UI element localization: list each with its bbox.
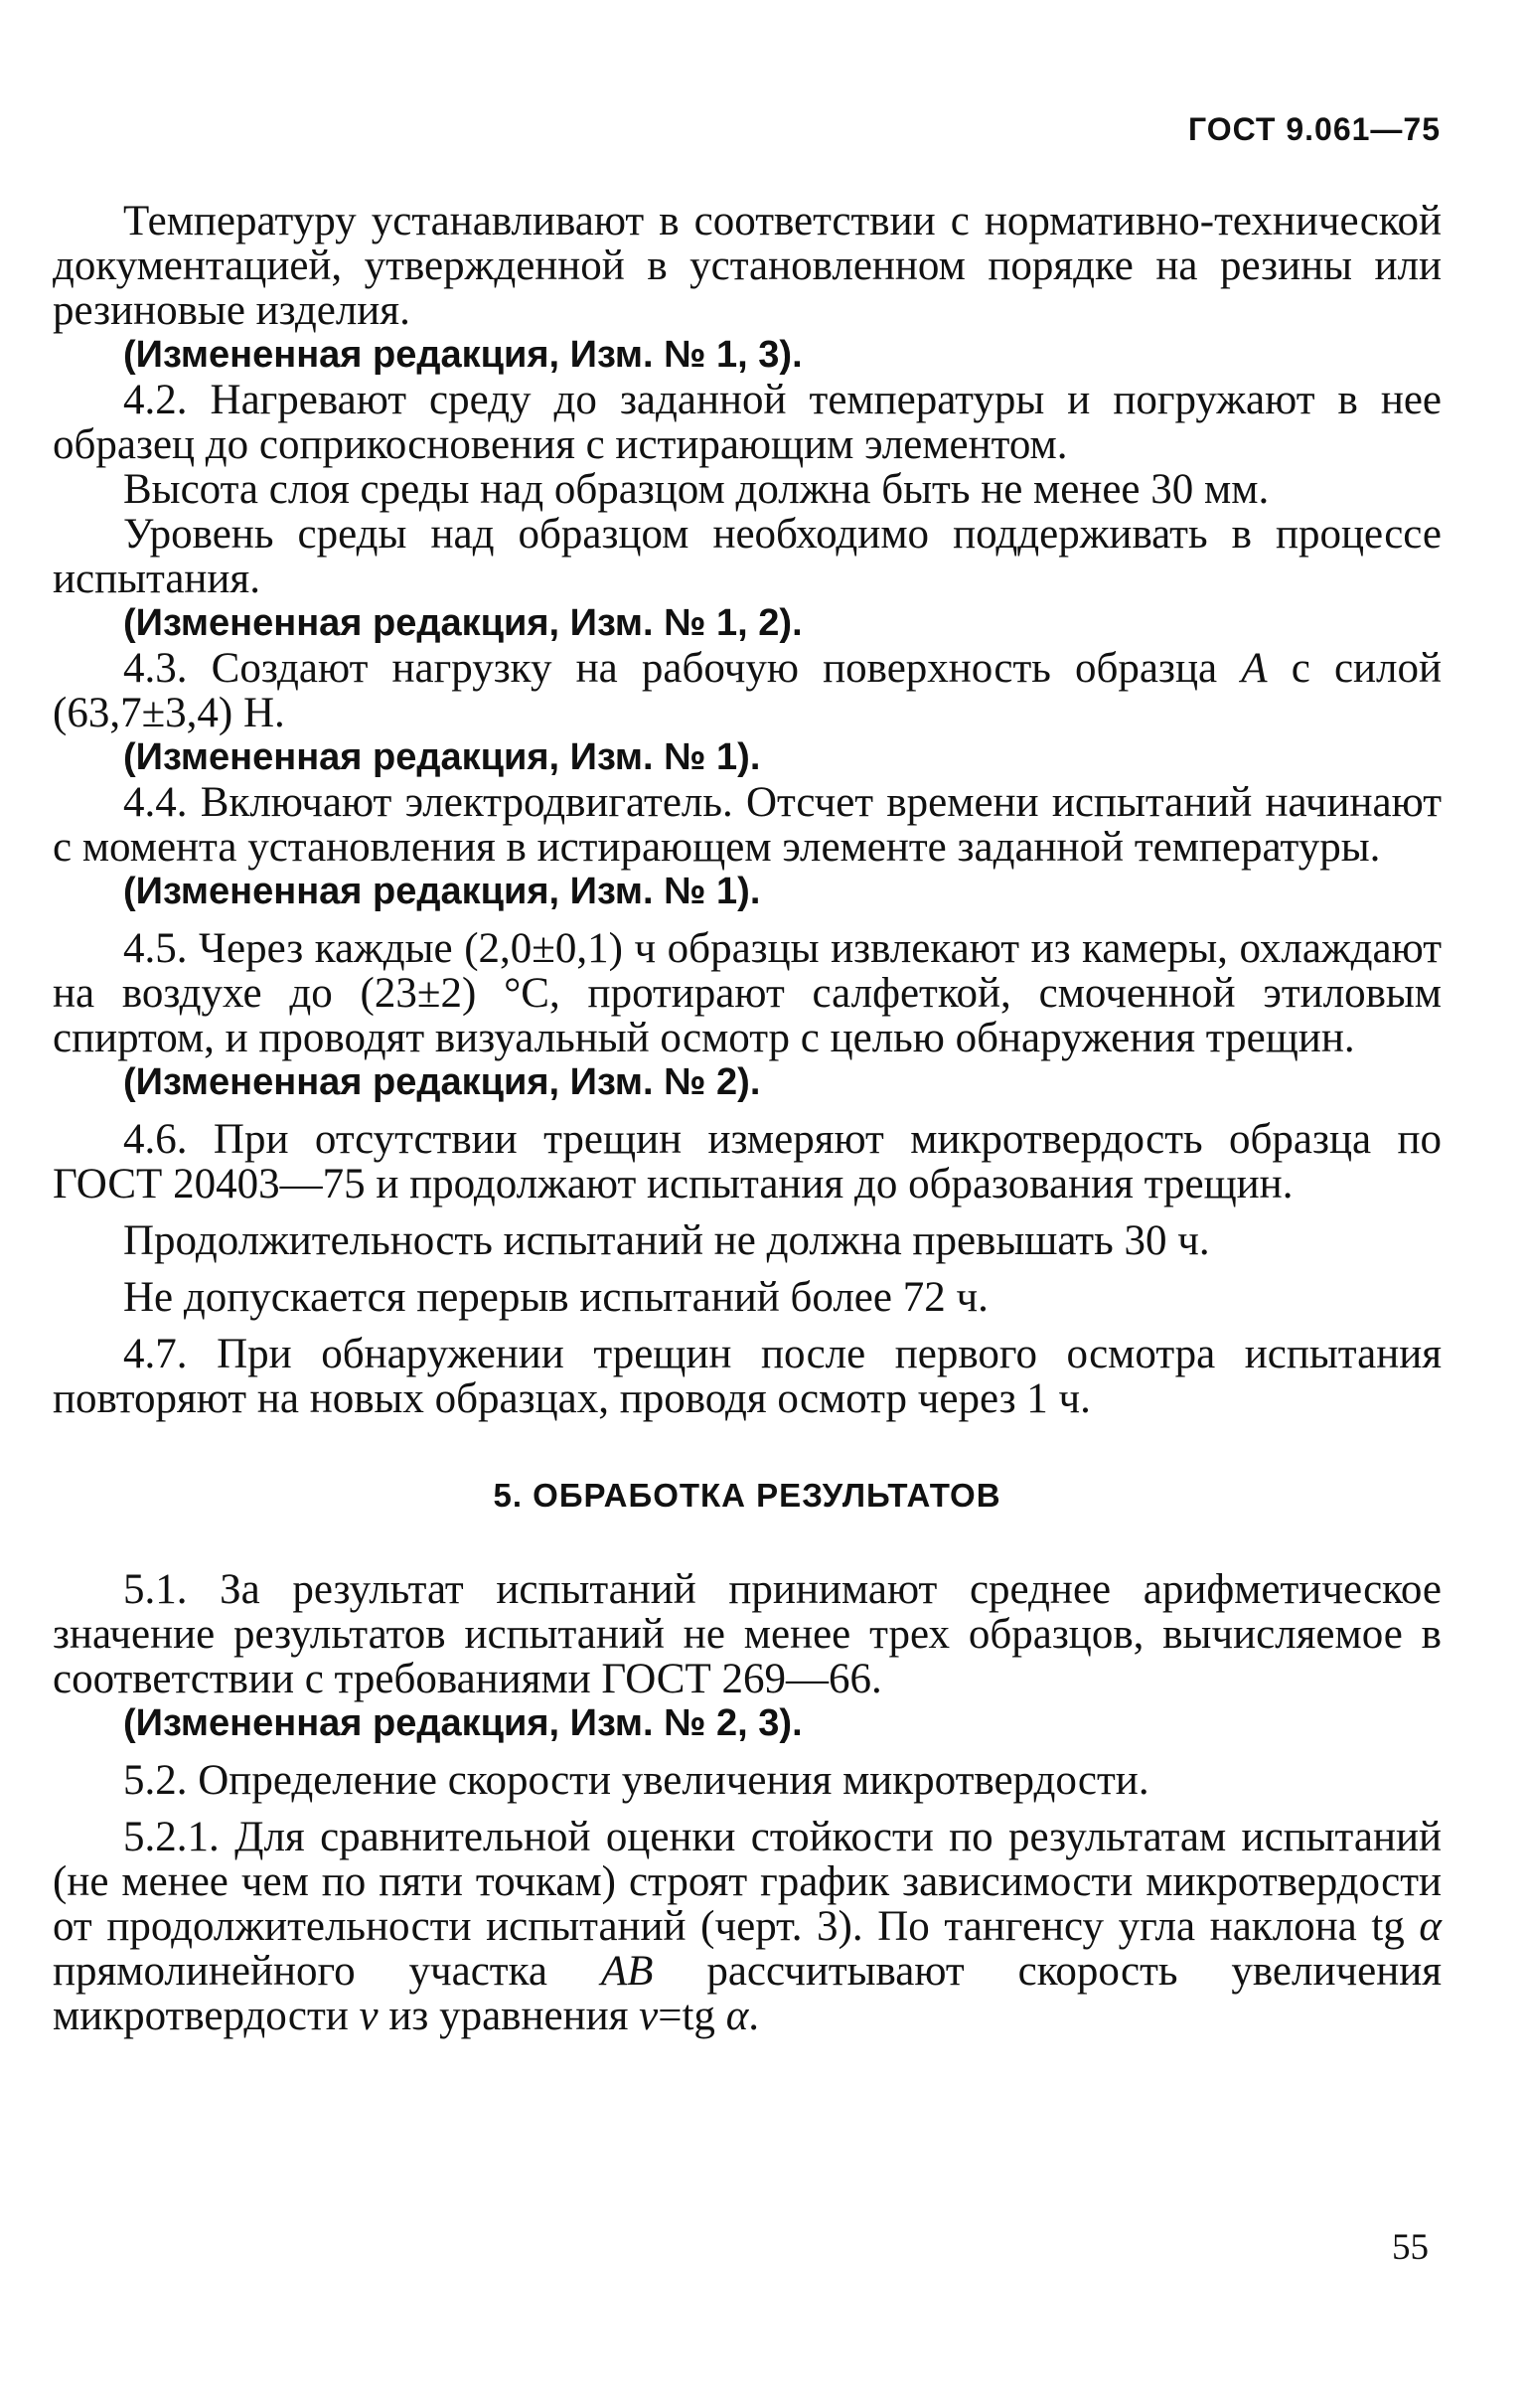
- paragraph-layer-height: Высота слоя среды над образцом должна быть не менее 30 мм.: [123, 466, 1270, 513]
- section-title: 5. ОБРАБОТКА РЕЗУЛЬТАТОВ: [493, 1477, 1001, 1514]
- paragraph-4-5: 4.5. Через каждые (2,0±0,1) ч образцы извлекают из камеры, охлаждают на воздухе до (23±2) °С, протирают салфеткой, смоченной этиловым спиртом, и проводят визуальный осмотр с целью обнаружения трещин.: [53, 925, 1442, 1061]
- paragraph-4-6: 4.6. При отсутствии трещин измеряют микротвердость образца по ГОСТ 20403—75 и продолжают испытания до образования трещин.: [53, 1116, 1442, 1207]
- paragraph-level: Уровень среды над образцом необходимо поддерживать в процессе испытания.: [53, 511, 1442, 602]
- document-header: ГОСТ 9.061—75: [1187, 111, 1441, 147]
- amendment-note: (Измененная редакция, Изм. № 1).: [123, 736, 761, 778]
- amendment-note: (Измененная редакция, Изм. № 1).: [123, 871, 761, 912]
- paragraph-break: Не допускается перерыв испытаний более 72 ч.: [123, 1274, 989, 1321]
- paragraph-duration: Продолжительность испытаний не должна превышать 30 ч.: [123, 1217, 1210, 1264]
- document-body: [53, 199, 1442, 2038]
- amendment-note: (Измененная редакция, Изм. № 1, 2).: [123, 602, 803, 644]
- amendment-note: (Измененная редакция, Изм. № 2, 3).: [123, 1702, 803, 1744]
- paragraph-4-2: 4.2. Нагревают среду до заданной температуры и погружают в нее образец до соприкосновения с истирающим элементом.: [53, 377, 1442, 468]
- paragraph-4-7: 4.7. При обнаружении трещин после первого осмотра испытания повторяют на новых образцах, проводя осмотр через 1 ч.: [53, 1331, 1442, 1422]
- paragraph-temperature: Температуру устанавливают в соответствии с нормативно-технической документацией, утвержденной в установленном порядке на резины или резиновые изделия.: [53, 198, 1442, 334]
- paragraph-5-2-1: 5.2.1. Для сравнительной оценки стойкости по результатам испытаний (не менее чем по пяти точкам) строят график зависимости микротвердости от продолжительности испытаний (черт. 3). По тангенсу угла наклона tg α прямолинейного участка AB рассчитывают скорость увеличения микротвердости v из уравнения v=tg α.: [53, 1814, 1443, 2039]
- paragraph-5-2: 5.2. Определение скорости увеличения микротвердости.: [123, 1757, 1149, 1804]
- page-number: 55: [1392, 2227, 1429, 2268]
- paragraph-5-1: 5.1. За результат испытаний принимают среднее арифметическое значение результатов испытаний не менее трех образцов, вычисляемое в соответствии с требованиями ГОСТ 269—66.: [53, 1566, 1442, 1702]
- paragraph-4-3: 4.3. Создают нагрузку на рабочую поверхность образца A с силой (63,7±3,4) Н.: [53, 645, 1443, 736]
- amendment-note: (Измененная редакция, Изм. № 1, 3).: [123, 334, 803, 376]
- variable-a: A: [1241, 645, 1268, 692]
- paragraph-4-4: 4.4. Включают электродвигатель. Отсчет времени испытаний начинают с момента установления в истирающем элементе заданной температуры.: [53, 779, 1442, 871]
- amendment-note: (Измененная редакция, Изм. № 2).: [123, 1061, 761, 1103]
